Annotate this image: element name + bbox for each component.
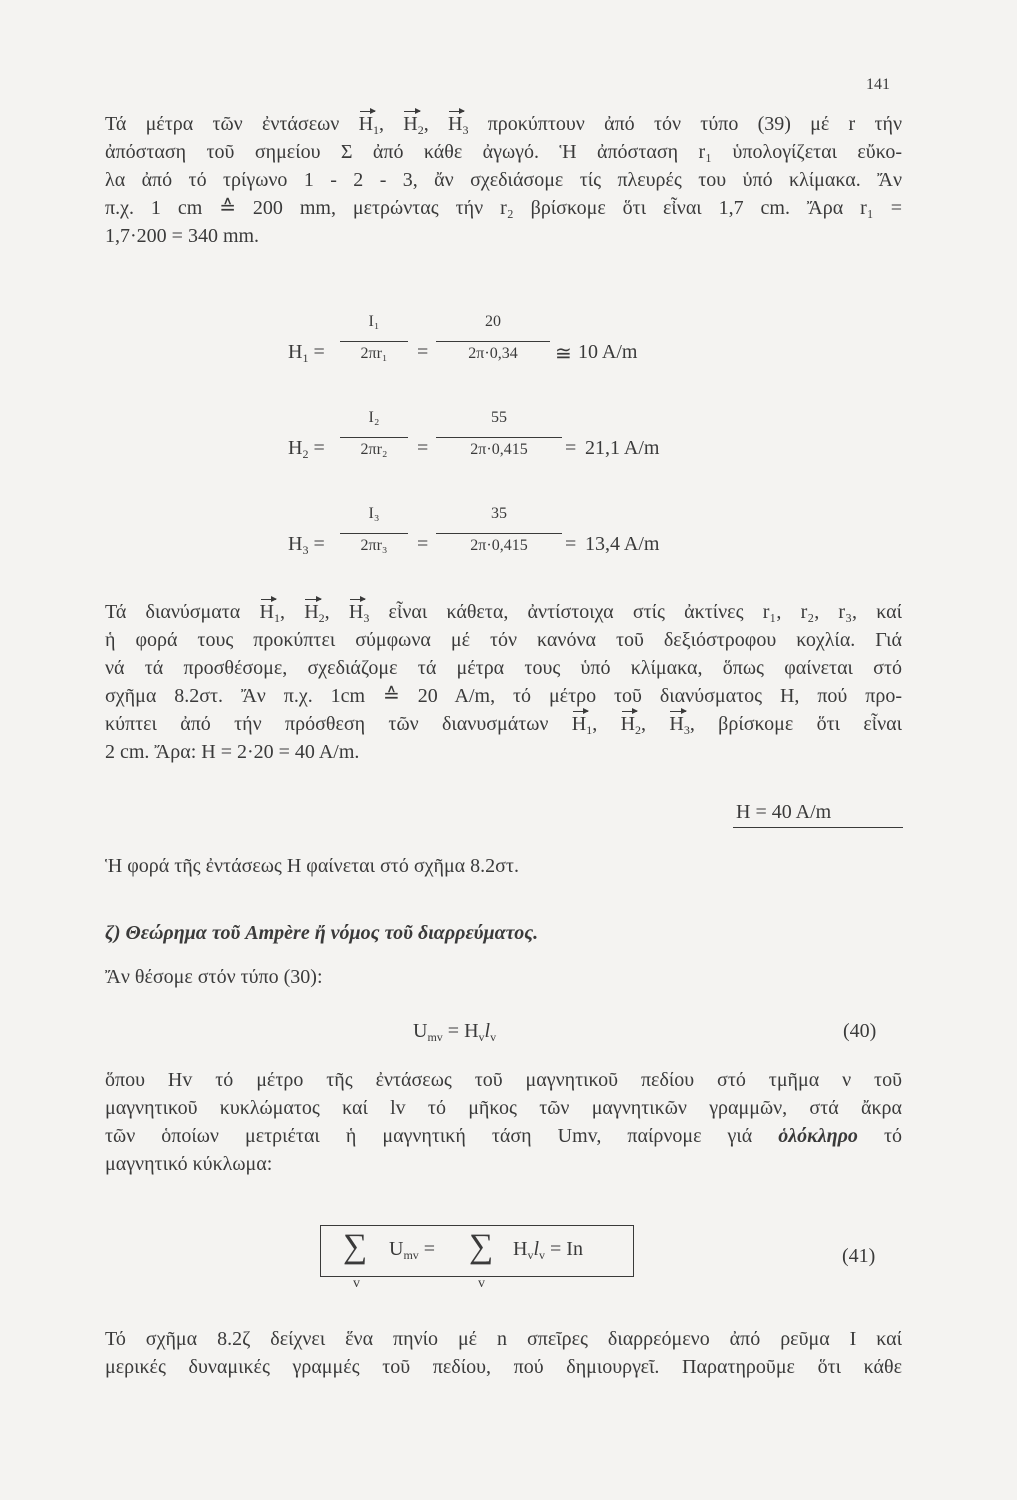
eq41-tag: (41): [842, 1245, 876, 1267]
eq1-result: 10 A/m: [578, 341, 638, 363]
paragraph-3: Ἡ φορά τῆς ἐντάσεως H φαίνεται στό σχῆμα 8.2στ.: [105, 855, 519, 877]
paragraph-2: Τά διανύσματα $H_1$, $H_2$, $H_3$ εἶναι κάθετα, ἀντίστοιχα στίς ἀκτίνες r₁, r₂, r₃, καί ἡ φορά τους προκύπτει σύμφωνα μέ τόν κανόνα τοῦ δεξιόστροφου κοχλία. Γιά νά τά προσθέσομε, σχεδιάζομε τά μέτρα τους ὑπό κλίμακα, ὅπως φαίνεται στό σχῆμα 8.2στ. Ἄν π.χ. 1cm ≙ 20 A/m, τό μέτρο τοῦ διανύσματος H, πού προ- κύπτει ἀπό τήν πρόσθεση τῶν διανυσμάτων $H_1$, $H_2$, $H_3$, βρίσκομε ὅτι εἶναι 2 cm. Ἄρα: H = 2·20 = 40 A/m.: [105, 598, 902, 766]
paragraph-6: Τό σχῆμα 8.2ζ δείχνει ἕνα πηνίο μέ n σπεῖρες διαρρεόμενο ἀπό ρεῦμα I καί μερικές δυναμικές γραμμές τοῦ πεδίου, πού δημιουργεῖ. Παρατηροῦμε ὅτι κάθε: [105, 1328, 902, 1378]
para1-line1: Τά μέτρα τῶν ἐντάσεων $H_1$, $H_2$, $H_3$ προκύπτουν ἀπό τόν τύπο (39) μέ r τήν: [105, 110, 902, 138]
eq2-result: 21,1 A/m: [585, 437, 660, 459]
paragraph-1: [105, 110, 902, 250]
para1-line4: π.χ. 1 cm ≙ 200 mm, μετρώντας τήν r₂ βρίσκομε ὅτι εἶναι 1,7 cm. Ἄρα r₁ =: [105, 197, 902, 219]
section-heading: ζ) Θεώρημα τοῦ Ampère ἤ νόμος τοῦ διαρρεύματος.: [105, 922, 539, 944]
eq40-tag: (40): [843, 1020, 877, 1042]
eq3-result: 13,4 A/m: [585, 533, 660, 555]
paragraph-4: Ἄν θέσομε στόν τύπο (30):: [105, 966, 323, 988]
paragraph-5: ὅπου Hv τό μέτρο τῆς ἐντάσεως τοῦ μαγνητικοῦ πεδίου στό τμῆμα ν τοῦ μαγνητικοῦ κυκλώματος καί lv τό μῆκος τῶν μαγνητικῶν γραμμῶν, στά ἄκρα τῶν ὁποίων μετριέται ἡ μαγνητική τάση Umv, παίρνομε γιά ὁλόκληρο τό μαγνητικό κύκλωμα:: [105, 1069, 902, 1175]
page-number: 141: [866, 76, 890, 93]
vector-H: H: [359, 110, 373, 138]
para1-line2: ἀπόσταση τοῦ σημείου Σ ἀπό κάθε ἀγωγό. Ἡ ἀπόσταση r₁ ὑπολογίζεται εὔκο-: [105, 141, 902, 163]
para2-line1: Τά διανύσματα $H_1$, $H_2$, $H_3$ εἶναι κάθετα, ἀντίστοιχα στίς ἀκτίνες r₁, r₂, r₃, καί: [105, 598, 902, 626]
result-underline: [733, 827, 903, 828]
para1-line5: 1,7·200 = 340 mm.: [105, 225, 260, 247]
eq1-num2: 20: [485, 313, 501, 330]
equation-41-box: ∑ v $U_{mv}$ = ∑ v $H_vl_v = In$: [320, 1225, 634, 1277]
result-H: H = 40 A/m: [736, 801, 832, 823]
para1-line3: λα ἀπό τό τρίγωνο 1 - 2 - 3, ἄν σχεδιάσομε τίς πλευρές του ὑπό κλίμακα. Ἄν: [105, 169, 902, 191]
eq1-den: 2πr₁: [360, 345, 388, 362]
eq1-num: I₁: [368, 313, 380, 330]
eq1-den2: 2π·0,34: [468, 345, 518, 362]
